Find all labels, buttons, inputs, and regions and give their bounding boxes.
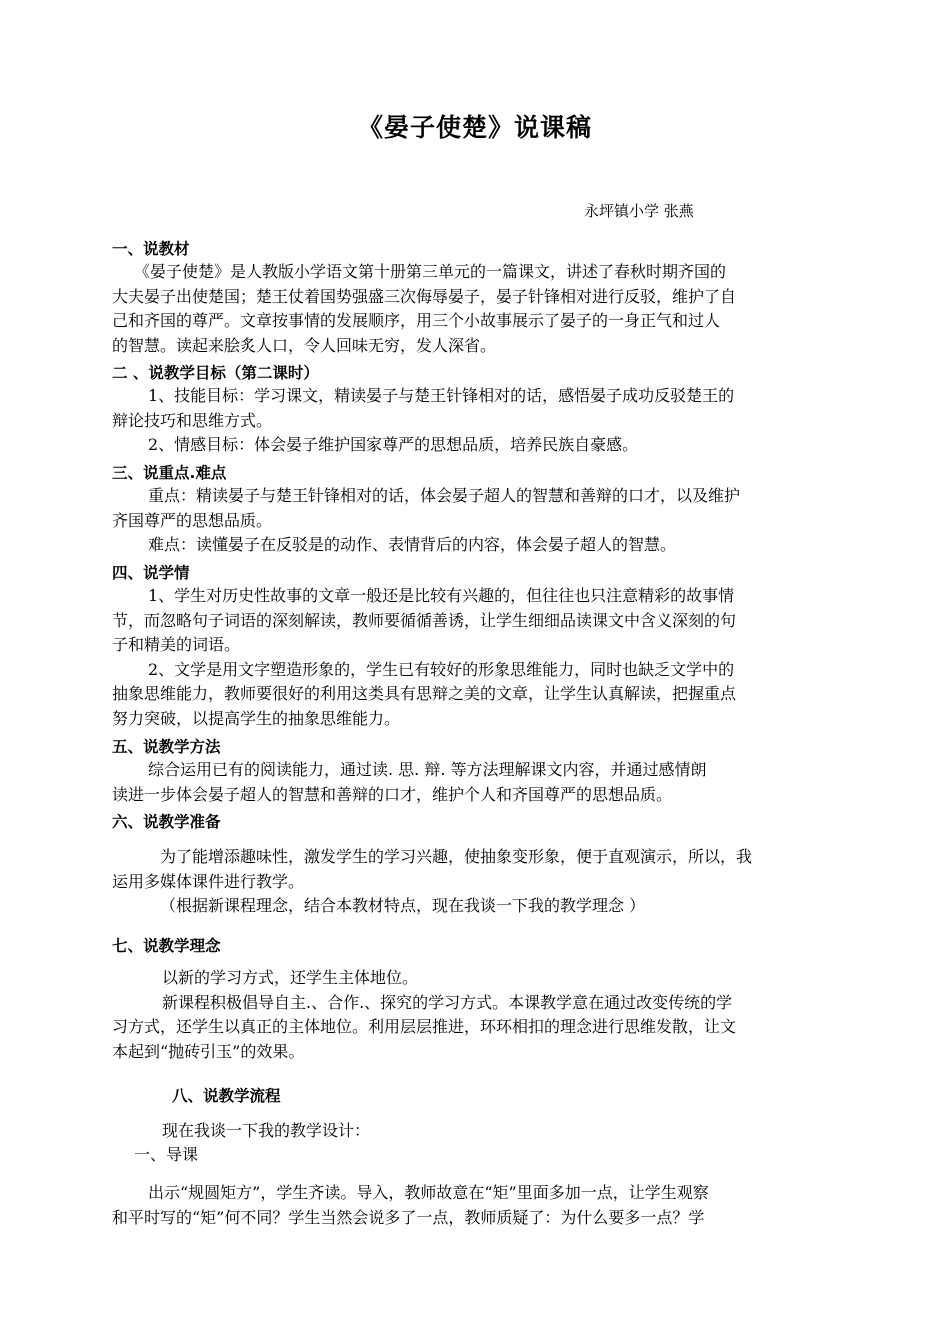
section-body-7	[112, 966, 842, 1064]
section-body-8	[112, 1181, 842, 1230]
section-heading-3: 三、说重点.难点	[112, 464, 227, 482]
paragraph-line: 己和齐国的尊严。文章按事情的发展顺序，用三个小故事展示了晏子的一身正气和过人	[112, 311, 721, 331]
paragraph-line: 习方式，还学生以真正的主体地位。利用层层推进，环环相扣的理念进行思维发散，让文	[112, 1017, 737, 1037]
paragraph-line: 重点：精读晏子与楚王针锋相对的话，体会晏子超人的智慧和善辩的口才，以及维护	[148, 486, 741, 505]
section-heading-4: 四、说学情	[112, 564, 190, 582]
section-intro-8: 现在我谈一下我的教学设计：	[162, 1121, 371, 1140]
paragraph-line: 1、学生对历史性故事的文章一般还是比较有兴趣的，但往往也只注意精彩的故事情	[148, 586, 735, 605]
paragraph-line: 1、技能目标：学习课文，精读晏子与楚王针锋相对的话，感悟晏子成功反驳楚王的	[148, 386, 735, 405]
section-heading-7: 七、说教学理念	[112, 937, 221, 955]
paragraph-line: 节，而忽略句子词语的深刻解读，教师要循循善诱，让学生细细品读课文中含义深刻的句	[112, 610, 737, 630]
paragraph-line: 出示“规圆矩方”，学生齐读。导入，教师故意在“矩”里面多加一点，让学生观察	[148, 1183, 709, 1202]
paragraph-line: 和平时写的“矩”何不同？学生当然会说多了一点，教师质疑了：为什么要多一点？学	[112, 1207, 705, 1227]
subsection-heading: 一、导课	[134, 1145, 199, 1164]
section-heading-1: 一、说教材	[112, 240, 190, 258]
section-heading-8: 八、说教学流程	[172, 1087, 281, 1105]
paragraph-line: 本起到“抛砖引玉”的效果。	[112, 1041, 305, 1061]
section-body-2	[112, 384, 842, 458]
page-title: 《晏子使楚》说课稿	[357, 113, 592, 142]
paragraph-line: 抽象思维能力，教师要很好的利用这类具有思辩之美的文章，让学生认真解读，把握重点	[112, 684, 737, 704]
section-heading-2: 二 、说教学目标（第二课时）	[112, 364, 319, 382]
paragraph-line: 以新的学习方式，还学生主体地位。	[162, 968, 419, 987]
paragraph-line: 大夫晏子出使楚国；楚王仗着国势强盛三次侮辱晏子，晏子针锋相对进行反驳，维护了自	[112, 286, 737, 306]
paragraph-line: 难点：读懂晏子在反驳是的动作、表情背后的内容，体会晏子超人的智慧。	[148, 535, 677, 555]
paragraph-line: 运用多媒体课件进行教学。	[112, 871, 305, 891]
author-line: 永坪镇小学 张燕	[584, 202, 694, 220]
paragraph-line: 综合运用已有的阅读能力，通过读. 思. 辩. 等方法理解课文内容，并通过感情朗	[148, 760, 707, 779]
section-body-3	[112, 484, 842, 558]
paragraph-line: 子和精美的词语。	[112, 635, 241, 655]
section-heading-6: 六、说教学准备	[112, 813, 221, 831]
section-body-5	[112, 758, 842, 807]
paragraph-line: 新课程积极倡导自主.、合作.、探究的学习方式。本课教学意在通过改变传统的学	[162, 992, 733, 1012]
paragraph-line: 2、情感目标：体会晏子维护国家尊严的思想品质，培养民族自豪感。	[148, 435, 639, 455]
paragraph-line: 齐国尊严的思想品质。	[112, 510, 273, 530]
section-body-1	[112, 260, 842, 358]
paragraph-line: 为了能增添趣味性，激发学生的学习兴趣，使抽象变形象，便于直观演示，所以，我	[160, 847, 753, 866]
paragraph-line: 努力突破，以提高学生的抽象思维能力。	[112, 708, 401, 728]
paragraph-line: （根据新课程理念，结合本教材特点，现在我谈一下我的教学理念 ）	[160, 896, 646, 916]
paragraph-line: 2、文学是用文字塑造形象的，学生已有较好的形象思维能力，同时也缺乏文学中的	[148, 659, 735, 679]
paragraph-line: 辩论技巧和思维方式。	[112, 410, 273, 430]
section-body-4	[112, 584, 842, 732]
paragraph-line: 《晏子使楚》是人教版小学语文第十册第三单元的一篇课文，讲述了春秋时期齐国的	[134, 262, 727, 281]
paragraph-line: 读进一步体会晏子超人的智慧和善辩的口才，维护个人和齐国尊严的思想品质。	[112, 784, 673, 804]
paragraph-line: 的智慧。读起来脍炙人口，令人回味无穷，发人深省。	[112, 335, 497, 355]
section-body-6	[112, 845, 842, 919]
section-heading-5: 五、说教学方法	[112, 738, 221, 756]
